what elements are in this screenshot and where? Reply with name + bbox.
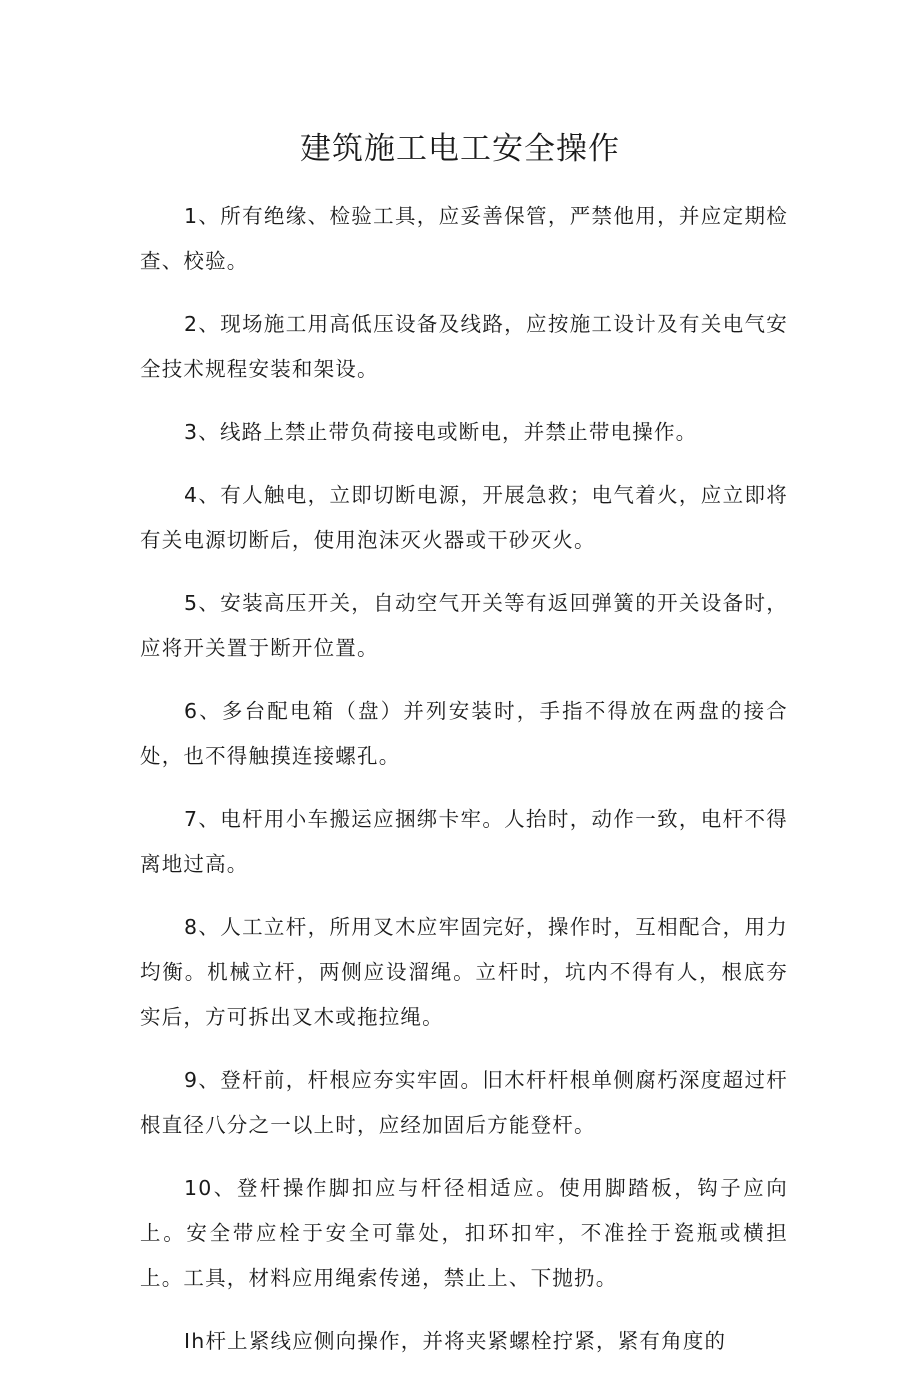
paragraph-8: 8、人工立杆，所用叉木应牢固完好，操作时，互相配合，用力均衡。机械立杆，两侧应设溜绳。立杆时，坑内不得有人，根底夯实后，方可拆出叉木或拖拉绳。: [140, 915, 788, 1029]
paragraph-3: 3、线路上禁止带负荷接电或断电，并禁止带电操作。: [184, 420, 698, 444]
paragraph-2: 2、现场施工用高低压设备及线路，应按施工设计及有关电气安全技术规程安装和架设。: [140, 312, 788, 381]
paragraph-1: 1、所有绝缘、检验工具，应妥善保管，严禁他用，并应定期检查、校验。: [140, 204, 788, 273]
paragraph-11: Ih杆上紧线应侧向操作，并将夹紧螺栓拧紧，紧有角度的: [184, 1329, 727, 1353]
document-title: 建筑施工电工安全操作: [300, 131, 620, 167]
paragraph-4: 4、有人触电，立即切断电源，开展急救；电气着火，应立即将有关电源切断后，使用泡沫灭火器或干砂灭火。: [140, 483, 788, 552]
paragraph-9: 9、登杆前，杆根应夯实牢固。旧木杆杆根单侧腐朽深度超过杆根直径八分之一以上时，应经加固后方能登杆。: [140, 1068, 788, 1137]
paragraph-6: 6、多台配电箱（盘）并列安装时，手指不得放在两盘的接合处，也不得触摸连接螺孔。: [140, 699, 788, 768]
document-body: [140, 194, 788, 1382]
paragraph-7: 7、电杆用小车搬运应捆绑卡牢。人抬时，动作一致，电杆不得离地过高。: [140, 807, 788, 876]
paragraph-5: 5、安装高压开关，自动空气开关等有返回弹簧的开关设备时，应将开关置于断开位置。: [140, 591, 788, 660]
paragraph-10: 10、登杆操作脚扣应与杆径相适应。使用脚踏板，钩子应向上。安全带应栓于安全可靠处，扣环扣牢，不准拴于瓷瓶或横担上。工具，材料应用绳索传递，禁止上、下抛扔。: [140, 1176, 788, 1290]
